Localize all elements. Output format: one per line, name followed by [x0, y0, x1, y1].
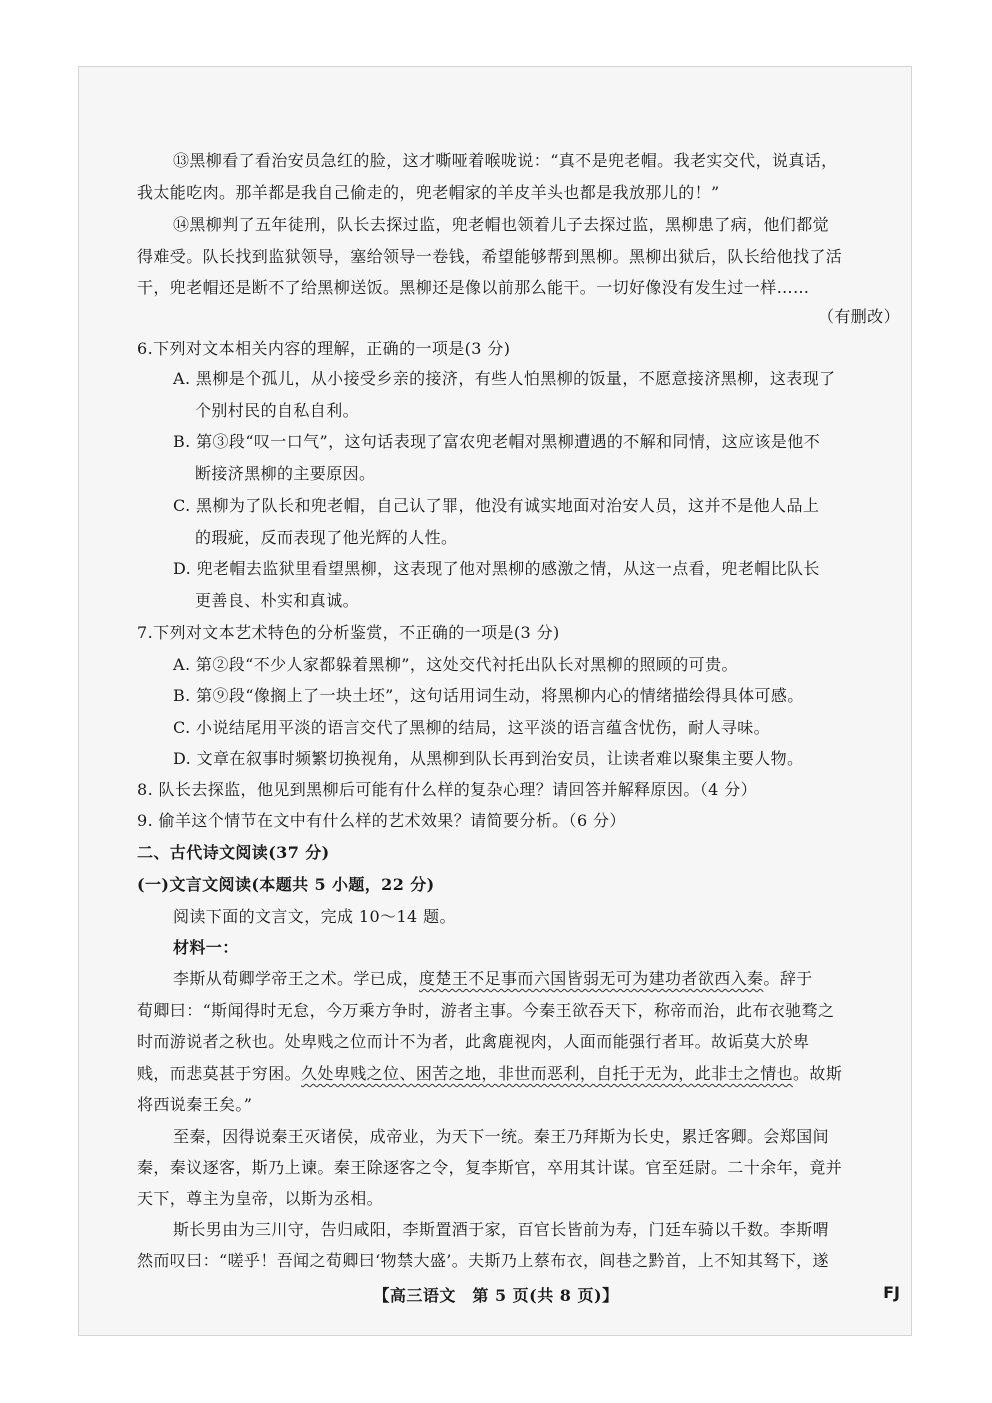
classical-line-7: 秦，秦议逐客，斯乃上谏。秦王除逐客之令，复李斯官，卒用其计谋。官至廷尉。二十余年，竟并	[137, 1158, 843, 1177]
reading-instruction: 阅读下面的文言文，完成 10～14 题。	[173, 907, 456, 926]
question-7-option-b: B. 第⑨段“像搁上了一块土坯”，这句话用词生动，将黑柳内心的情绪描绘得具体可感。	[173, 686, 804, 705]
page-footer: 【高三语文 第 5 页(共 8 页)】	[373, 1286, 619, 1305]
section-2-title: 二、古代诗文阅读(37 分)	[137, 843, 330, 862]
passage-p14-line3: 干，兜老帽还是断不了给黑柳送饭。黑柳还是像以前那么能干。一切好像没有发生过一样……	[137, 278, 810, 297]
classical-line-10: 然而叹曰：“嗟乎！吾闻之荀卿曰‘物禁大盛’。夫斯乃上蔡布衣，闾巷之黔首，上不知其驽下，遂	[137, 1251, 829, 1270]
classical-line-4-underlined: 久处卑贱之位、困苦之地，非世而恶利，自托于无为，此非士之情也	[301, 1064, 794, 1083]
question-6-stem: 6.下列对文本相关内容的理解，正确的一项是(3 分)	[137, 339, 511, 358]
classical-line-1-a: 李斯从荀卿学帝王之术。学已成，	[173, 969, 420, 988]
question-6-option-b-line2: 断接济黑柳的主要原因。	[195, 464, 376, 483]
question-7-option-d: D. 文章在叙事时频繁切换视角，从黑柳到队长再到治安员，让读者难以聚集主要人物。	[173, 749, 804, 768]
abridged-note: （有删改）	[817, 307, 900, 326]
section-2-subtitle: (一)文言文阅读(本题共 5 小题，22 分)	[137, 875, 435, 894]
question-8: 8. 队长去探监，他见到黑柳后可能有什么样的复杂心理？请回答并解释原因。（4 分）	[137, 780, 758, 799]
question-7-stem: 7.下列对文本艺术特色的分析鉴赏，不正确的一项是(3 分)	[137, 623, 560, 642]
question-6-option-b-line1: B. 第③段“叹一口气”，这句话表现了富农兜老帽对黑柳遭遇的不解和同情，这应该是他不	[173, 432, 821, 451]
classical-line-8: 天下，尊主为皇帝，以斯为丞相。	[137, 1189, 384, 1208]
question-6-option-d-line1: D. 兜老帽去监狱里看望黑柳，这表现了他对黑柳的感激之情，从这一点看，兜老帽比队长	[173, 559, 820, 578]
classical-line-1-underlined: 度楚王不足事而六国皆弱无可为建功者欲西入秦	[419, 969, 764, 988]
passage-p13-line2: 我太能吃肉。那羊都是我自己偷走的，兜老帽家的羊皮羊头也都是我放那儿的！”	[137, 183, 720, 202]
question-6-option-a-line1: A. 黑柳是个孤儿，从小接受乡亲的接济，有些人怕黑柳的饭量，不愿意接济黑柳，这表现了	[173, 369, 836, 388]
passage-p14-line1: ⑭黑柳判了五年徒刑，队长去探过监，兜老帽也领着儿子去探过监，黑柳患了病，他们都觉	[173, 215, 830, 234]
classical-line-9: 斯长男由为三川守，告归咸阳，李斯置酒于家，百官长皆前为寿，门廷车骑以千数。李斯喟	[173, 1220, 830, 1239]
classical-line-3: 时而游说者之秋也。处卑贱之位而计不为者，此禽鹿视肉，人面而能强行者耳。故诟莫大於卑	[137, 1032, 810, 1051]
material-1-label: 材料一：	[173, 938, 239, 957]
passage-p13-line1: ⑬黑柳看了看治安员急红的脸，这才嘶哑着喉咙说：“真不是兜老帽。我老实交代，说真话，	[173, 151, 838, 170]
question-6-option-c-line1: C. 黑柳为了队长和兜老帽，自己认了罪，他没有诚实地面对治安人员，这并不是他人品上	[173, 496, 820, 515]
classical-line-4-a: 贱，而悲莫甚于穷困。	[137, 1064, 302, 1083]
question-7-option-c: C. 小说结尾用平淡的语言交代了黑柳的结局，这平淡的语言蕴含忧伤，耐人寻味。	[173, 718, 771, 737]
classical-line-4	[137, 1063, 901, 1085]
classical-line-4-c: 。故斯	[793, 1064, 843, 1083]
passage-p14-line2: 得难受。队长找到监狱领导，塞给领导一卷钱，希望能够帮到黑柳。黑柳出狱后，队长给他找了活	[137, 247, 843, 266]
question-6-option-c-line2: 的瑕疵，反而表现了他光辉的人性。	[195, 528, 458, 547]
classical-line-2: 荀卿曰：“斯闻得时无怠，今万乘方争时，游者主事。今秦王欲吞天下，称帝而治，此布衣驰骛之	[137, 1001, 835, 1020]
question-6-option-d-line2: 更善良、朴实和真诚。	[195, 591, 360, 610]
classical-line-5: 将西说秦王矣。”	[137, 1095, 253, 1114]
region-code: FJ	[883, 1283, 900, 1302]
question-9: 9. 偷羊这个情节在文中有什么样的艺术效果？请简要分析。（6 分）	[137, 811, 626, 830]
classical-line-1-c: 。辞于	[763, 969, 813, 988]
question-6-option-a-line2: 个别村民的自私自利。	[195, 401, 360, 420]
classical-line-6: 至秦，因得说秦王灭诸侯，成帝业，为天下一统。秦王乃拜斯为长史，累迁客卿。会郑国间	[173, 1127, 830, 1146]
question-7-option-a: A. 第②段“不少人家都躲着黑柳”，这处交代衬托出队长对黑柳的照顾的可贵。	[173, 655, 738, 674]
classical-line-1	[173, 968, 937, 990]
